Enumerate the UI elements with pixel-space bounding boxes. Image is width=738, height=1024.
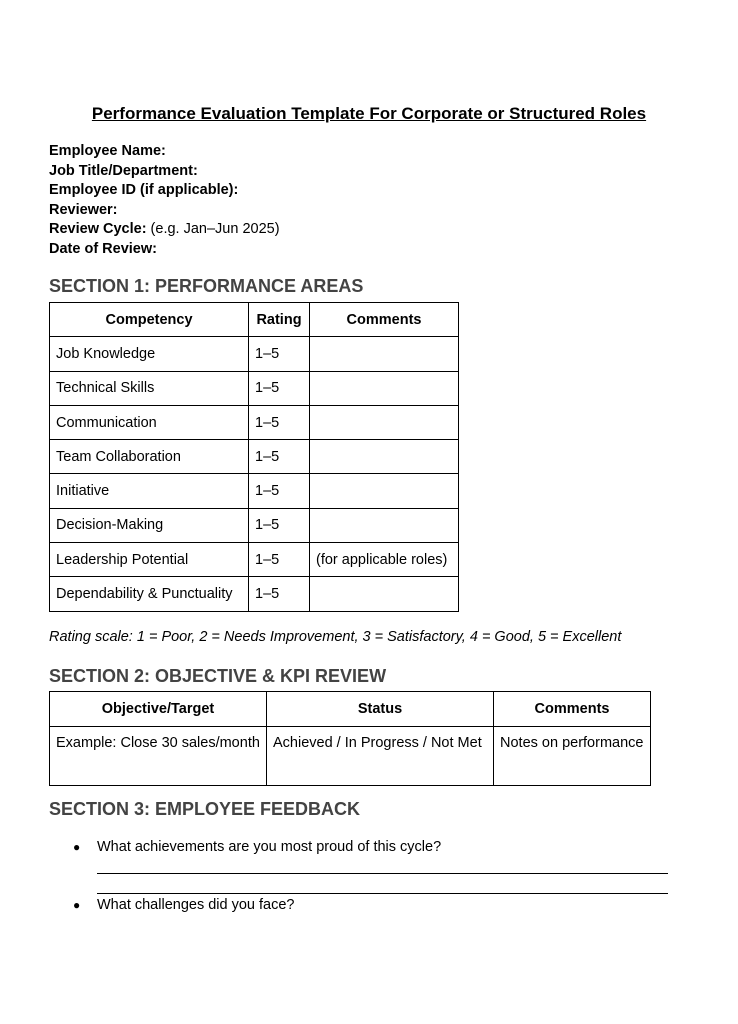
review-cycle-field bbox=[49, 220, 280, 240]
competency-cell: Initiative bbox=[50, 474, 249, 508]
header-status: Status bbox=[267, 692, 494, 727]
header-comments: Comments bbox=[310, 303, 459, 337]
table-row bbox=[50, 405, 459, 439]
comments-cell[interactable] bbox=[310, 440, 459, 474]
comments-cell[interactable] bbox=[310, 508, 459, 542]
table-header-row bbox=[50, 692, 651, 727]
objective-cell[interactable]: Example: Close 30 sales/month bbox=[50, 727, 267, 786]
answer-line[interactable] bbox=[97, 873, 668, 874]
rating-cell[interactable]: 1–5 bbox=[249, 508, 310, 542]
comments-cell[interactable] bbox=[310, 371, 459, 405]
comments-cell[interactable] bbox=[310, 474, 459, 508]
field-value: (e.g. Jan–Jun 2025) bbox=[146, 221, 280, 237]
rating-cell[interactable]: 1–5 bbox=[249, 440, 310, 474]
comments-cell[interactable] bbox=[310, 405, 459, 439]
section2-heading: SECTION 2: OBJECTIVE & KPI REVIEW bbox=[49, 666, 387, 686]
employee-info-block bbox=[49, 142, 280, 259]
question-text: What challenges did you face? bbox=[97, 897, 295, 913]
field-label: Employee ID (if applicable): bbox=[49, 182, 239, 198]
competency-cell: Leadership Potential bbox=[50, 543, 249, 577]
comments-cell[interactable] bbox=[310, 577, 459, 611]
table-row bbox=[50, 543, 459, 577]
field-label: Employee Name: bbox=[49, 143, 166, 159]
rating-cell[interactable]: 1–5 bbox=[249, 337, 310, 371]
header-rating: Rating bbox=[249, 303, 310, 337]
comments-cell[interactable]: (for applicable roles) bbox=[310, 543, 459, 577]
competency-cell: Job Knowledge bbox=[50, 337, 249, 371]
comments-cell[interactable] bbox=[310, 337, 459, 371]
rating-scale-note: Rating scale: 1 = Poor, 2 = Needs Improvement, 3 = Satisfactory, 4 = Good, 5 = Excellent bbox=[49, 629, 622, 645]
field-label: Review Cycle: bbox=[49, 221, 147, 237]
employee-id-field bbox=[49, 181, 280, 201]
answer-line[interactable] bbox=[97, 893, 668, 894]
bullet-icon: ● bbox=[73, 898, 81, 912]
rating-cell[interactable]: 1–5 bbox=[249, 474, 310, 508]
review-date-field bbox=[49, 240, 280, 260]
competency-cell: Team Collaboration bbox=[50, 440, 249, 474]
field-label: Job Title/Department: bbox=[49, 162, 198, 179]
table-row bbox=[50, 474, 459, 508]
rating-cell[interactable]: 1–5 bbox=[249, 405, 310, 439]
rating-cell[interactable]: 1–5 bbox=[249, 577, 310, 611]
question-text: What achievements are you most proud of this cycle? bbox=[97, 839, 442, 855]
section3-heading: SECTION 3: EMPLOYEE FEEDBACK bbox=[49, 799, 361, 819]
document-title: Performance Evaluation Template For Corporate or Structured Roles bbox=[91, 104, 647, 123]
table-row bbox=[50, 337, 459, 371]
comments-cell[interactable]: Notes on performance bbox=[494, 727, 651, 786]
table-row bbox=[50, 577, 459, 611]
header-comments: Comments bbox=[494, 692, 651, 727]
performance-areas-table bbox=[49, 302, 459, 612]
table-row bbox=[50, 440, 459, 474]
competency-cell: Decision-Making bbox=[50, 508, 249, 542]
table-header-row bbox=[50, 303, 459, 337]
field-label: Reviewer: bbox=[49, 201, 118, 218]
rating-cell[interactable]: 1–5 bbox=[249, 371, 310, 405]
competency-cell: Dependability & Punctuality bbox=[50, 577, 249, 611]
job-title-field bbox=[49, 162, 280, 182]
table-row bbox=[50, 508, 459, 542]
header-competency: Competency bbox=[50, 303, 249, 337]
header-objective: Objective/Target bbox=[50, 692, 267, 727]
status-cell[interactable]: Achieved / In Progress / Not Met bbox=[267, 727, 494, 786]
feedback-question bbox=[73, 838, 441, 856]
objective-kpi-table bbox=[49, 691, 651, 786]
reviewer-field bbox=[49, 201, 280, 221]
employee-name-field bbox=[49, 142, 280, 162]
rating-cell[interactable]: 1–5 bbox=[249, 543, 310, 577]
section1-heading: SECTION 1: PERFORMANCE AREAS bbox=[49, 276, 364, 296]
competency-cell: Communication bbox=[50, 405, 249, 439]
table-row bbox=[50, 727, 651, 786]
feedback-question bbox=[73, 896, 295, 914]
field-label: Date of Review: bbox=[49, 240, 157, 257]
table-row bbox=[50, 371, 459, 405]
bullet-icon: ● bbox=[73, 840, 81, 854]
competency-cell: Technical Skills bbox=[50, 371, 249, 405]
